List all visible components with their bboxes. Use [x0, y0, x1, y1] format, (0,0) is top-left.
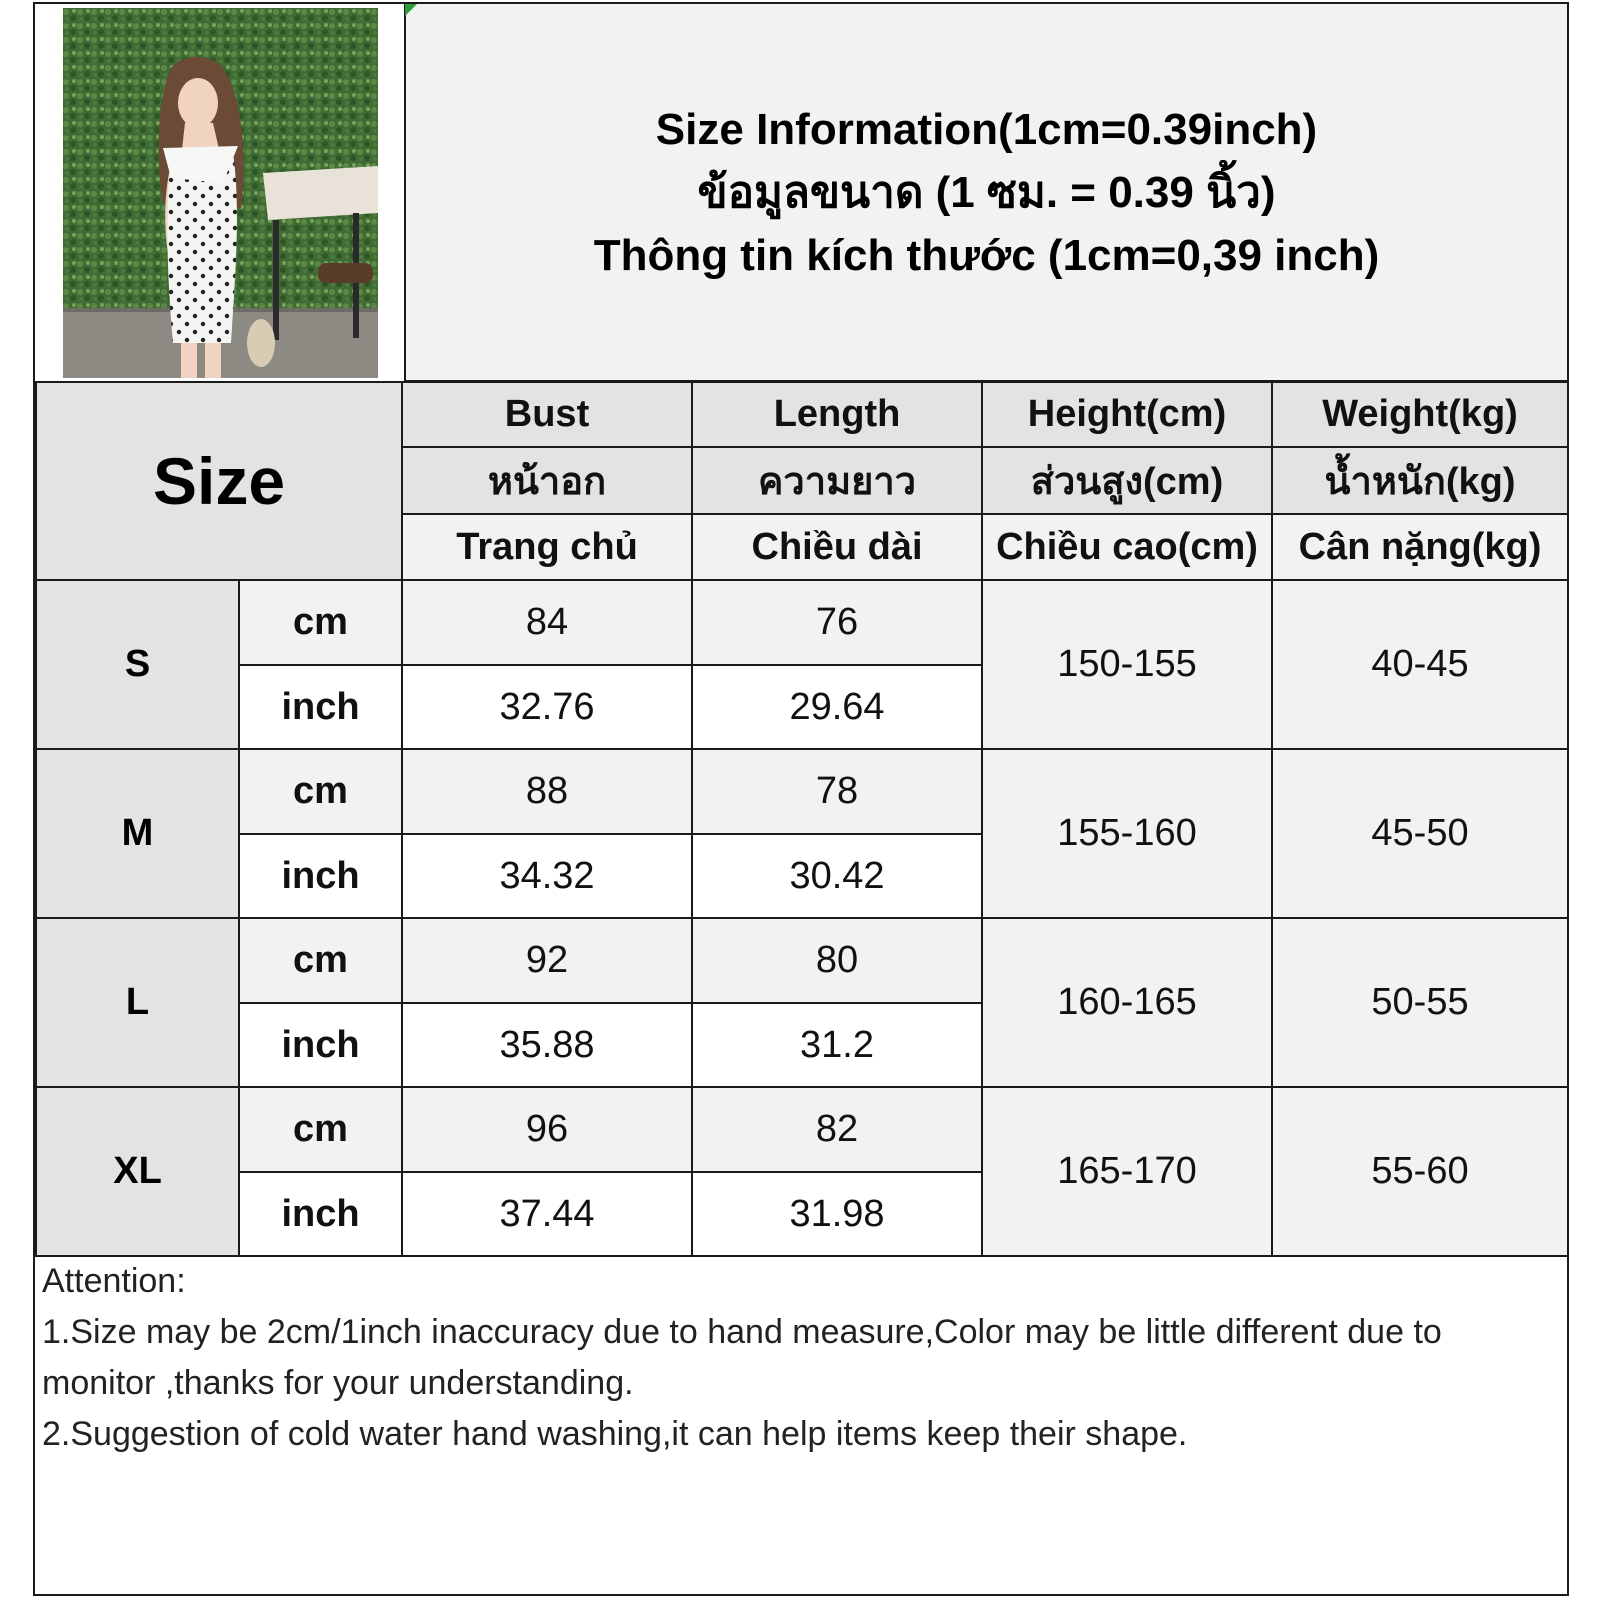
product-photo: [63, 8, 378, 378]
col-header-height-thai: ส่วนสูง(cm): [982, 447, 1272, 514]
unit-cm: cm: [239, 918, 402, 1003]
weight-s: 40-45: [1272, 580, 1568, 749]
header-row-english: [36, 382, 1568, 447]
bust-cm-s: 84: [402, 580, 692, 665]
unit-inch: inch: [239, 1172, 402, 1256]
length-inch-xl: 31.98: [692, 1172, 982, 1256]
bust-cm-xl: 96: [402, 1087, 692, 1172]
table-row: [36, 1087, 1568, 1172]
col-header-bust-thai: หน้าอก: [402, 447, 692, 514]
length-inch-s: 29.64: [692, 665, 982, 749]
attention-note-1: 1.Size may be 2cm/1inch inaccuracy due to hand measure,Color may be little different due to monitor ,thanks for your understanding.: [42, 1313, 1442, 1402]
attention-note-2: 2.Suggestion of cold water hand washing,it can help items keep their shape.: [42, 1415, 1188, 1453]
table-row: [36, 918, 1568, 1003]
length-cm-s: 76: [692, 580, 982, 665]
col-header-height: Height(cm): [982, 382, 1272, 447]
size-header: Size: [36, 382, 402, 580]
height-m: 155-160: [982, 749, 1272, 918]
size-table: [35, 381, 1569, 1257]
length-inch-m: 30.42: [692, 834, 982, 918]
unit-cm: cm: [239, 749, 402, 834]
col-header-weight: Weight(kg): [1272, 382, 1568, 447]
unit-inch: inch: [239, 1003, 402, 1087]
attention-heading: Attention:: [42, 1262, 186, 1300]
height-l: 160-165: [982, 918, 1272, 1087]
title-vietnamese: Thông tin kích thước (1cm=0,39 inch): [593, 230, 1380, 280]
bust-cm-m: 88: [402, 749, 692, 834]
photo-cell: [35, 4, 406, 382]
col-header-weight-vi: Cân nặng(kg): [1272, 514, 1568, 580]
height-xl: 165-170: [982, 1087, 1272, 1256]
weight-m: 45-50: [1272, 749, 1568, 918]
size-label-l: L: [36, 918, 239, 1087]
weight-xl: 55-60: [1272, 1087, 1568, 1256]
table-row: [36, 580, 1568, 665]
unit-inch: inch: [239, 665, 402, 749]
length-cm-l: 80: [692, 918, 982, 1003]
bust-inch-m: 34.32: [402, 834, 692, 918]
col-header-length-vi: Chiều dài: [692, 514, 982, 580]
length-cm-m: 78: [692, 749, 982, 834]
size-label-xl: XL: [36, 1087, 239, 1256]
table-row: [36, 749, 1568, 834]
weight-l: 50-55: [1272, 918, 1568, 1087]
size-label-s: S: [36, 580, 239, 749]
product-photo-illustration: [63, 8, 378, 378]
title-english: Size Information(1cm=0.39inch): [655, 104, 1318, 154]
title-cell: [406, 4, 1567, 382]
bust-cm-l: 92: [402, 918, 692, 1003]
cell-marker-icon: [405, 4, 417, 16]
attention-notes: [42, 1256, 1552, 1460]
bust-inch-s: 32.76: [402, 665, 692, 749]
col-header-bust-vi: Trang chủ: [402, 514, 692, 580]
col-header-height-vi: Chiều cao(cm): [982, 514, 1272, 580]
bust-inch-xl: 37.44: [402, 1172, 692, 1256]
unit-cm: cm: [239, 580, 402, 665]
col-header-length-thai: ความยาว: [692, 447, 982, 514]
col-header-bust: Bust: [402, 382, 692, 447]
length-inch-l: 31.2: [692, 1003, 982, 1087]
col-header-weight-thai: น้ำหนัก(kg): [1272, 447, 1568, 514]
unit-inch: inch: [239, 834, 402, 918]
bust-inch-l: 35.88: [402, 1003, 692, 1087]
length-cm-xl: 82: [692, 1087, 982, 1172]
title-thai: ข้อมูลขนาด (1 ซม. = 0.39 นิ้ว): [697, 167, 1276, 217]
height-s: 150-155: [982, 580, 1272, 749]
unit-cm: cm: [239, 1087, 402, 1172]
size-label-m: M: [36, 749, 239, 918]
col-header-length: Length: [692, 382, 982, 447]
